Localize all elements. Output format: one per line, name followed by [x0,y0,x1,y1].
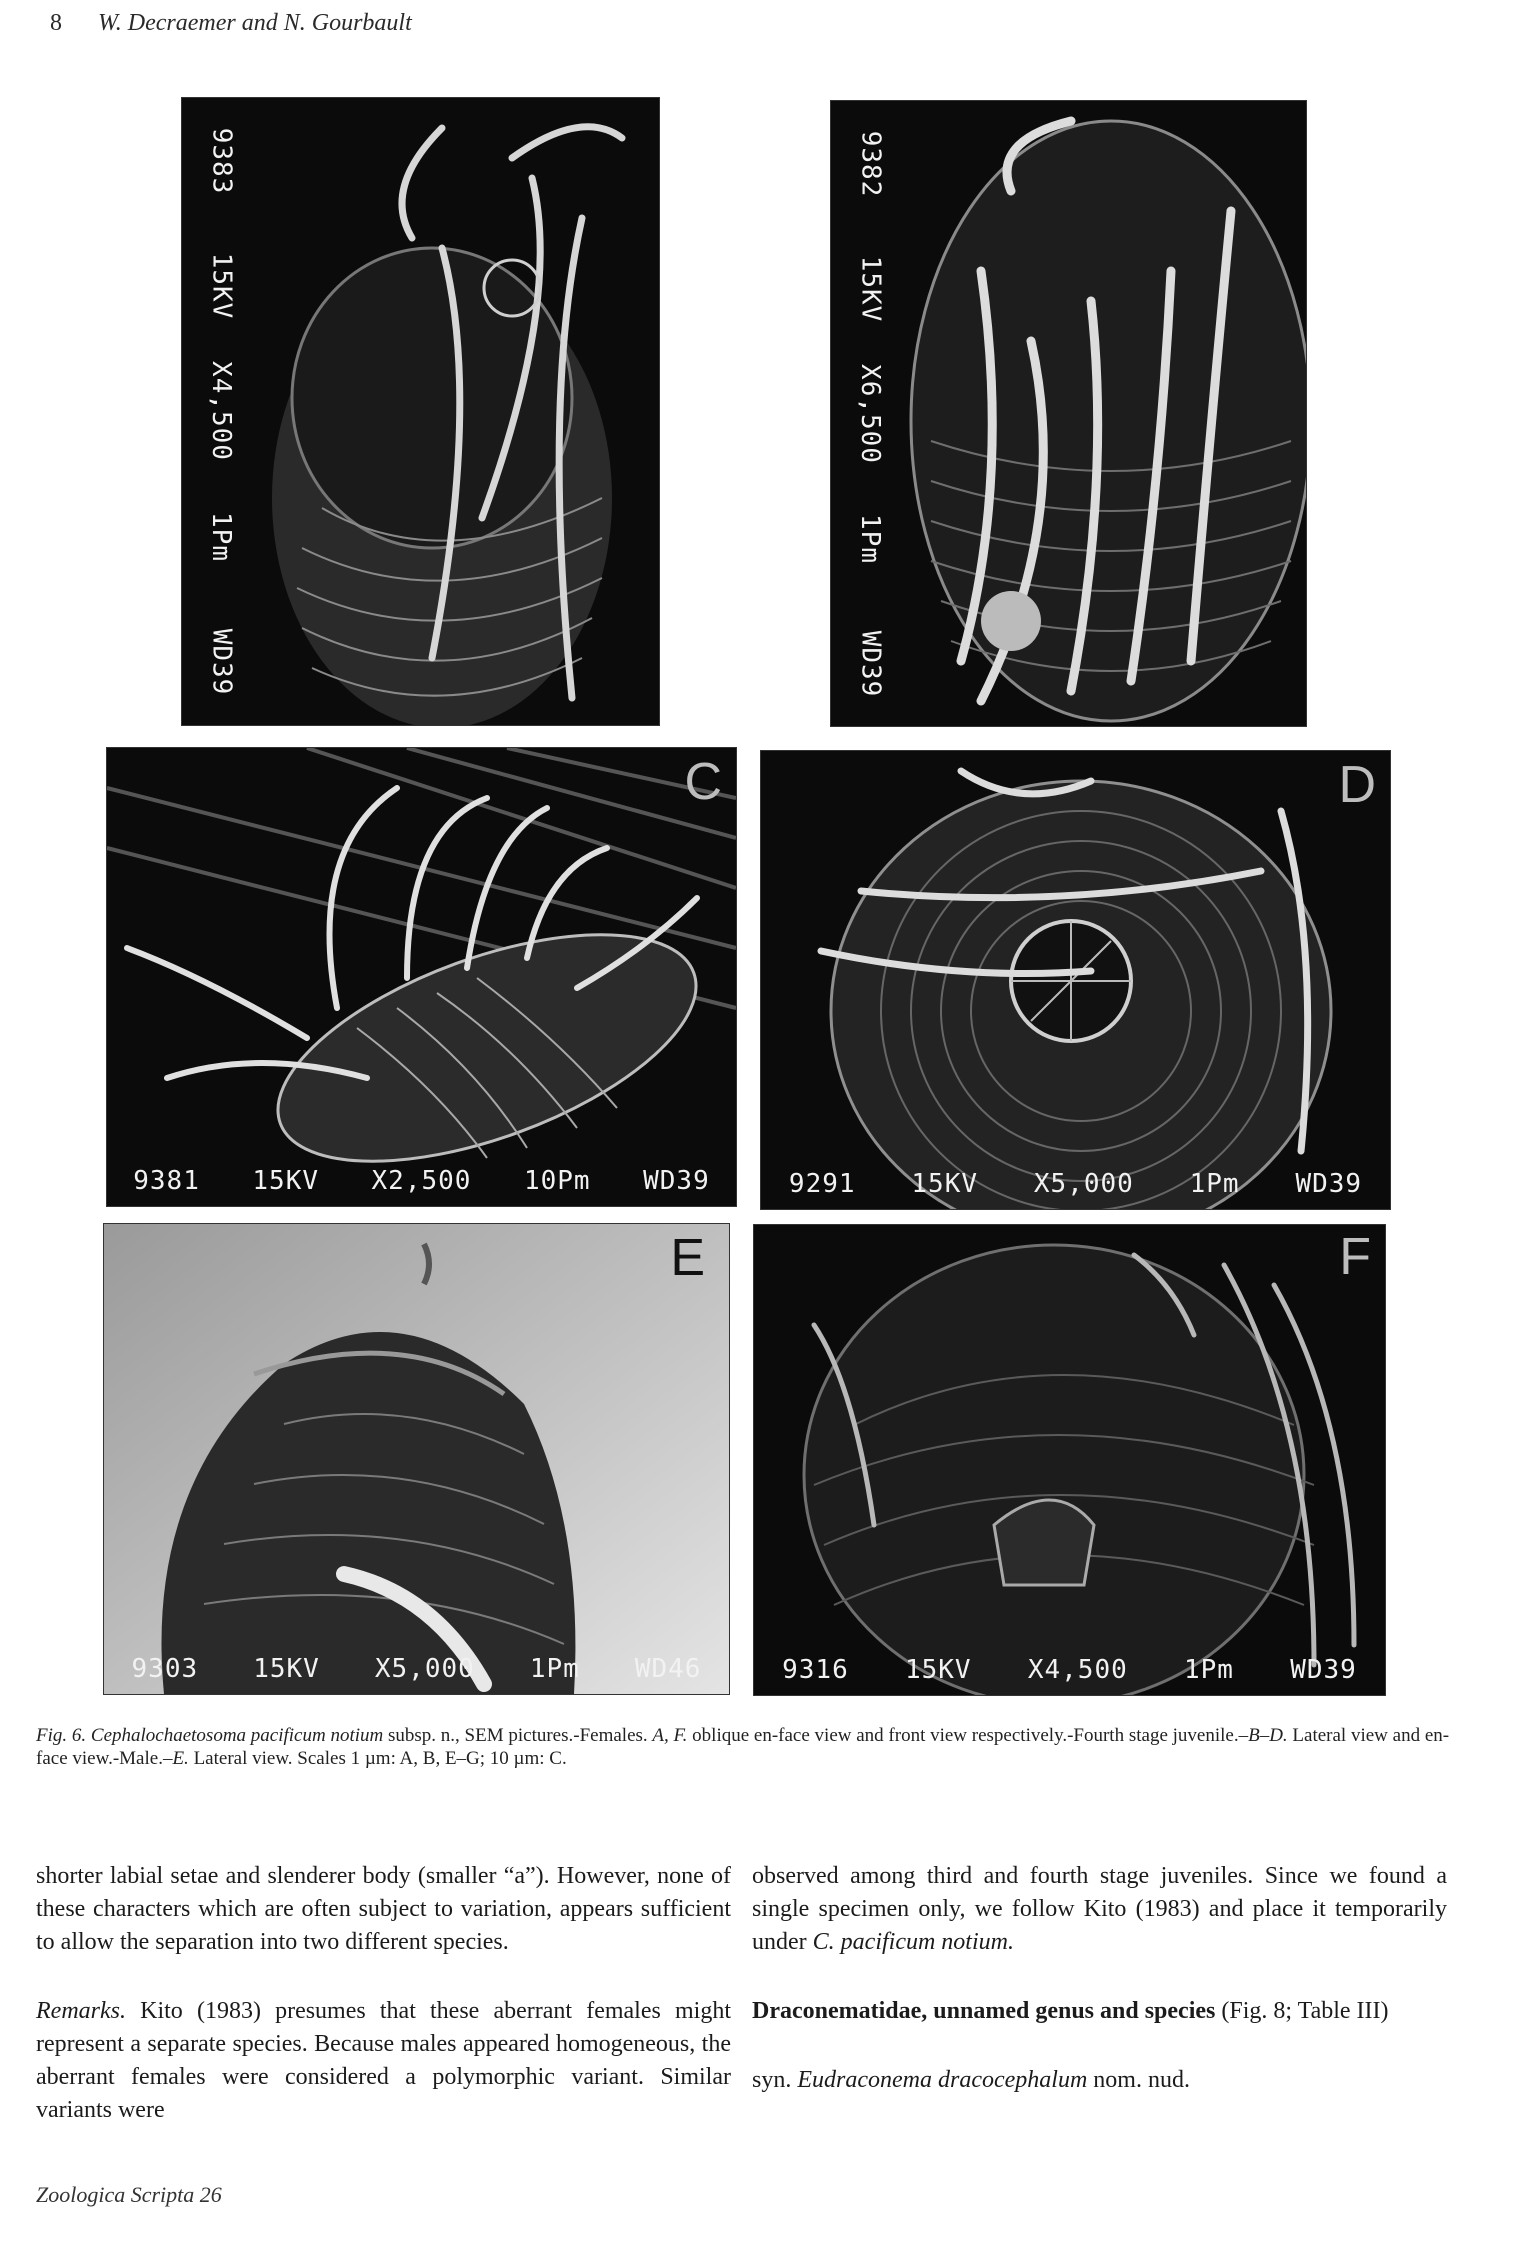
syn-label: syn. [752,2067,798,2093]
sem-image-c [107,748,736,1206]
caption-species: Cephalochaetosoma pacificum notium [90,1725,384,1746]
running-header [50,8,412,38]
caption-text: subsp. n., SEM pictures.-Females. [383,1725,653,1746]
sem-image-a [182,98,659,725]
remarks-paragraph [36,1995,731,2127]
sem-voltage: 15KV [855,255,885,322]
panel-letter: E [670,1229,705,1287]
caption-label: Fig. 6. [36,1725,87,1746]
sem-scale: 1Pm [1183,1655,1234,1685]
panel-letter: C [684,753,722,811]
heading-ref: (Fig. 8; Table III) [1215,1998,1389,2024]
caption-ref: E. [172,1748,189,1769]
sem-voltage: 15KV [253,1654,320,1684]
figure-panel-a [181,97,660,726]
sem-info-bar-f [754,1645,1385,1695]
sem-id: 9316 [782,1655,849,1685]
figure-panel-f [753,1224,1386,1696]
sem-scale: 1Pm [855,513,885,564]
sem-info-bar-a [196,98,246,725]
figure-panel-d [760,750,1391,1210]
sem-image-f [754,1225,1385,1695]
paragraph [752,1860,1447,1959]
figure-panel-c [106,747,737,1207]
sem-id: 9291 [788,1169,856,1199]
heading-bold: Draconematidae, unnamed genus and species [752,1998,1216,2024]
sem-image-d [761,751,1390,1209]
caption-text: Lateral view. Scales 1 µm: A, B, E–G; 10 µm: C. [188,1748,567,1769]
authors: W. Decraemer and N. Gourbault [98,10,412,36]
panel-letter: D [1338,756,1376,814]
sem-scale: 1Pm [206,511,236,562]
sem-info-bar-e [104,1644,729,1694]
syn-suffix: nom. nud. [1087,2067,1190,2093]
sem-info-bar-c [107,1156,736,1206]
remarks-label: Remarks. [36,1998,126,2024]
paragraph-text: observed among third and fourth stage juveniles. Since we found a single specimen only, we follow Kito (1983) and place it temporarily under [752,1863,1447,1955]
synonym-line [752,2064,1447,2097]
caption-ref: B–D. [1248,1725,1288,1746]
sem-magnification: X6,500 [855,363,886,464]
remarks-text: Kito (1983) presumes that these aberrant females might represent a separate species. Because males appeared homogeneous, the aberrant females were considered a polymorphic variant. Similar variants were [36,1998,731,2123]
species-name: C. pacificum notium. [812,1929,1014,1955]
sem-magnification: X4,500 [206,361,237,462]
journal-footer: Zoologica Scripta 26 [36,2182,222,2207]
sem-voltage: 15KV [252,1166,320,1196]
sem-scale: 1Pm [529,1654,580,1684]
sem-working-distance: WD46 [634,1654,702,1684]
sem-voltage: 15KV [904,1655,972,1685]
sem-id: 9381 [133,1166,200,1196]
sem-info-bar-b [845,101,895,726]
sem-working-distance: WD39 [643,1166,710,1196]
sem-working-distance: WD39 [1290,1655,1357,1685]
sem-magnification: X4,500 [1027,1655,1128,1685]
sem-scale: 10Pm [523,1166,591,1196]
sem-image-e [104,1224,729,1694]
left-column [36,1860,731,2127]
paragraph: shorter labial setae and slenderer body (smaller “a”). However, none of these characters which are often subject to variation, appears sufficient to allow the separation into two different species. [36,1863,731,1955]
sem-magnification: X5,000 [1033,1169,1134,1199]
sem-id: 9303 [131,1654,199,1684]
sem-id: 9382 [855,130,885,197]
figure-caption [36,1724,1451,1770]
sem-working-distance: WD39 [855,630,885,697]
caption-ref: A, F. [652,1725,688,1746]
sem-working-distance: WD39 [1295,1169,1363,1199]
figure-panel-e [103,1223,730,1695]
sem-scale: 1Pm [1189,1169,1240,1199]
sem-info-bar-d [761,1159,1390,1209]
sem-working-distance: WD39 [206,628,236,696]
figure-panel-b [830,100,1307,727]
caption-text: Lateral view and en-face view.-Male.– [36,1725,1450,1769]
sem-id: 9383 [206,127,236,194]
synonym-species: Eudraconema dracocephalum [797,2067,1088,2093]
sem-magnification: X5,000 [374,1654,475,1684]
sem-voltage: 15KV [911,1169,979,1199]
right-column [752,1860,1447,2097]
page-number: 8 [50,10,62,36]
section-heading [752,1995,1447,2028]
sem-image-b [831,101,1306,726]
panel-letter: F [1339,1228,1371,1286]
sem-voltage: 15KV [206,252,236,320]
caption-text: oblique en-face view and front view respectively.-Fourth stage juvenile.– [687,1725,1249,1746]
sem-magnification: X2,500 [371,1166,472,1196]
